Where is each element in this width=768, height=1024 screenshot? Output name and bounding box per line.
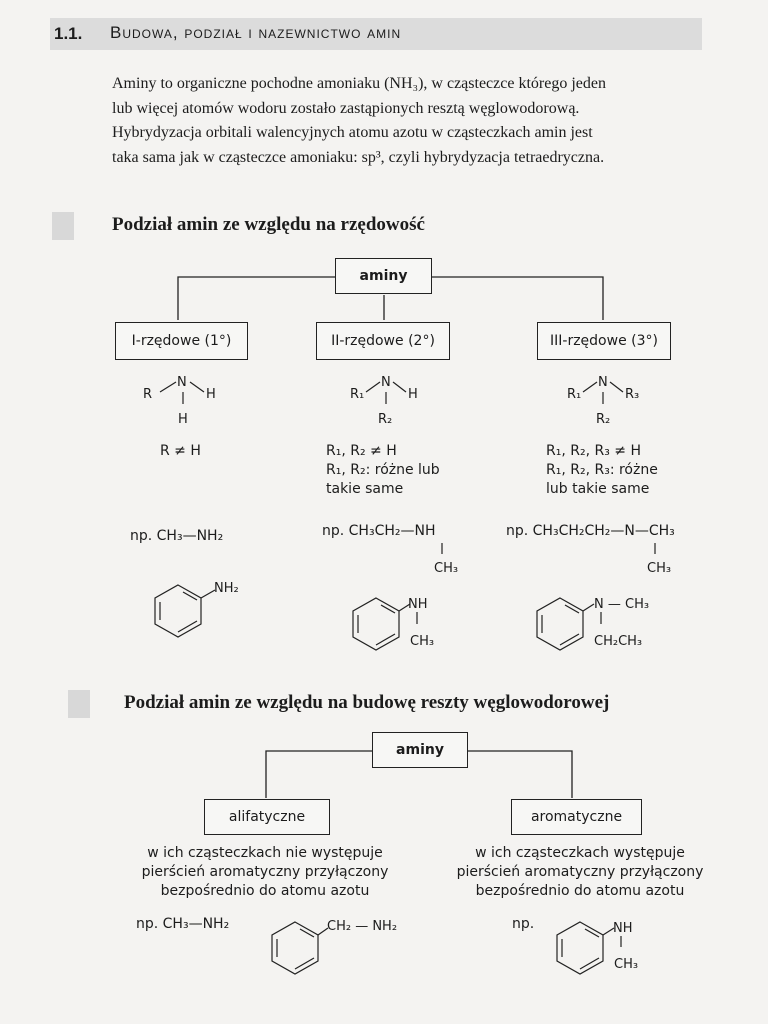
group-NH2: NH₂	[214, 581, 239, 596]
atom-H: H	[408, 387, 418, 402]
rule-tertiary-line: R₁, R₂, R₃ ≠ H	[546, 443, 641, 459]
rule-secondary-line: R₁, R₂: różne lub	[326, 462, 440, 478]
atom-R3: R₃	[625, 387, 640, 402]
section-number: 1.1.	[54, 24, 83, 43]
rule-secondary-line: R₁, R₂ ≠ H	[326, 443, 397, 459]
group-NH: NH	[613, 921, 633, 936]
example-tertiary: np. CH₃CH₂CH₂—N—CH₃	[506, 523, 675, 539]
atom-N: N	[598, 375, 608, 390]
atom-R2: R₂	[378, 412, 393, 427]
atom-R: R	[143, 387, 153, 402]
atom-R2: R₂	[596, 412, 611, 427]
subsection-title-structure: Podział amin ze względu na budowę reszty węglowodorowej	[124, 692, 610, 713]
atom-H: H	[178, 412, 188, 427]
group-CH2-NH2: CH₂ — NH₂	[327, 919, 398, 934]
rule-secondary-line: takie same	[326, 481, 404, 497]
group-N-CH3: N — CH₃	[594, 597, 650, 612]
root-box-aminy: aminy	[335, 258, 432, 294]
atom-N: N	[381, 375, 391, 390]
intro-line: Hybrydyzacja orbitali walencyjnych atomu azotu w cząsteczkach amin jest	[112, 124, 593, 141]
example-primary: np. CH₃—NH₂	[130, 528, 224, 544]
group-CH3: CH₃	[434, 561, 459, 576]
atom-H: H	[206, 387, 216, 402]
section-marker	[68, 690, 90, 718]
box-aromatic: aromatyczne	[511, 799, 642, 835]
desc-aliphatic-line: pierścień aromatyczny przyłączony	[141, 864, 389, 880]
subsection-title-order: Podział amin ze względu na rzędowość	[112, 214, 425, 235]
group-CH3: CH₃	[614, 957, 639, 972]
box-secondary: II-rzędowe (2°)	[316, 322, 450, 360]
atom-R1: R₁	[350, 387, 365, 402]
group-NH: NH	[408, 597, 428, 612]
example-secondary: np. CH₃CH₂—NH	[322, 523, 436, 539]
intro-line: Aminy to organiczne pochodne amoniaku (NH₃), w cząsteczce którego jeden	[112, 75, 606, 92]
desc-aromatic-line: w ich cząsteczkach występuje	[475, 845, 685, 861]
group-CH3: CH₃	[647, 561, 672, 576]
root-box-aminy: aminy	[372, 732, 468, 768]
group-CH2CH3: CH₂CH₃	[594, 634, 643, 649]
example-aliphatic: np. CH₃—NH₂	[136, 916, 230, 932]
group-CH3: CH₃	[410, 634, 435, 649]
intro-line: lub więcej atomów wodoru zostało zastąpionych resztą węglowodorową.	[112, 99, 580, 117]
intro-line: taka sama jak w cząsteczce amoniaku: sp³, czyli hybrydyzacja tetraedryczna.	[112, 148, 605, 166]
desc-aliphatic-line: w ich cząsteczkach nie występuje	[147, 845, 383, 861]
desc-aromatic-line: pierścień aromatyczny przyłączony	[456, 864, 704, 880]
desc-aromatic-line: bezpośrednio do atomu azotu	[475, 883, 685, 899]
box-primary: I-rzędowe (1°)	[115, 322, 248, 360]
rule-tertiary-line: R₁, R₂, R₃: różne	[546, 462, 658, 478]
box-tertiary: III-rzędowe (3°)	[537, 322, 671, 360]
rule-primary: R ≠ H	[160, 443, 201, 459]
box-aliphatic: alifatyczne	[204, 799, 330, 835]
rule-tertiary-line: lub takie same	[546, 481, 650, 497]
atom-N: N	[177, 375, 187, 390]
atom-R1: R₁	[567, 387, 582, 402]
desc-aliphatic-line: bezpośrednio do atomu azotu	[160, 883, 370, 899]
example-aromatic: np.	[512, 916, 535, 932]
section-title: Budowa, podział i nazewnictwo amin	[110, 23, 402, 42]
